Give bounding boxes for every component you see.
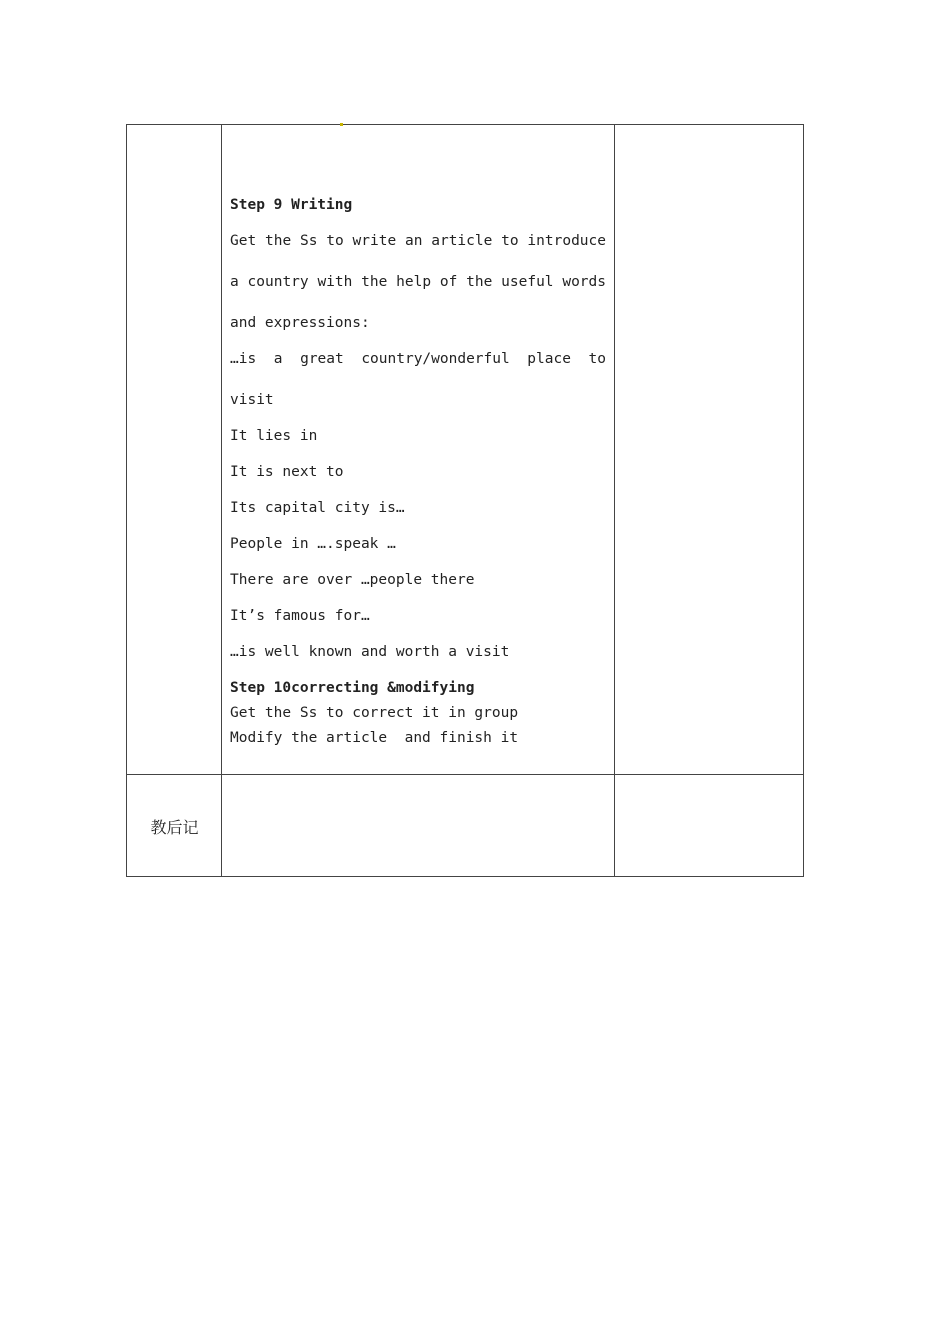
reflection-label: 教后记 [150,818,199,837]
step10-line: Get the Ss to correct it in group [230,705,519,721]
column-divider-right [614,125,615,876]
lesson-plan-table [126,124,804,877]
step9-heading: Step 9 Writing [230,197,353,213]
step9-intro-line-1: Get the Ss to write an article to introduce [230,233,606,249]
expression-line: It lies in [230,428,318,444]
expression-line: There are over …people there [230,572,475,588]
row-divider [127,774,803,775]
stray-mark [340,123,343,126]
expression-line: It is next to [230,464,344,480]
step9-intro-line-2: a country with the help of the useful words [230,274,606,290]
step10-heading: Step 10correcting &modifying [230,680,475,696]
expression-line: People in ….speak … [230,536,396,552]
step9-intro-line-3: and expressions: [230,315,370,331]
expression-line: visit [230,392,274,408]
expression-line: …is well known and worth a visit [230,644,510,660]
expression-line: It’s famous for… [230,608,370,624]
column-divider-left [221,125,222,876]
expression-line: Its capital city is… [230,500,405,516]
step10-line: Modify the article and finish it [230,730,519,746]
expression-line: …is a great country/wonderful place to [230,351,606,367]
